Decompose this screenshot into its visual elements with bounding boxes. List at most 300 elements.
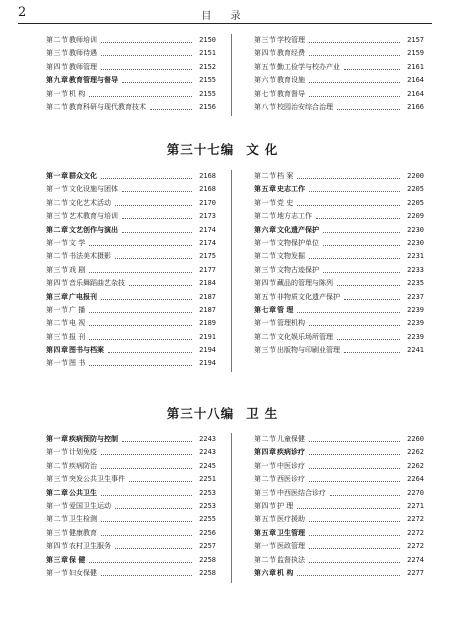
entry-label: 第二节 xyxy=(254,172,277,180)
toc-entry xyxy=(254,344,424,357)
entry-label: 第五节 xyxy=(254,62,277,71)
toc-entry xyxy=(254,210,424,223)
toc-entry xyxy=(254,317,424,330)
toc-column-left xyxy=(46,170,216,371)
entry-page-number: 2253 xyxy=(199,501,216,510)
entry-page-number: 2151 xyxy=(199,49,216,58)
entry-label: 第二节 xyxy=(46,36,69,44)
dot-leader xyxy=(297,170,400,179)
dot-leader xyxy=(309,513,400,522)
dot-leader xyxy=(309,47,400,56)
entry-title: 教育督导 xyxy=(277,89,305,98)
entry-label: 第一节 xyxy=(46,305,69,314)
entry-page-number: 2200 xyxy=(407,172,424,180)
entry-page-number: 2231 xyxy=(407,252,424,261)
entry-title: 疾病诊疗 xyxy=(277,448,305,457)
part-number: 第三十七编 xyxy=(166,142,235,157)
dot-leader xyxy=(89,264,192,273)
entry-label: 第三章 xyxy=(46,292,69,301)
entry-page-number: 2243 xyxy=(199,435,216,443)
entry-label: 第三节 xyxy=(46,528,69,537)
entry-label: 第七节 xyxy=(254,89,277,98)
entry-page-number: 2174 xyxy=(199,238,216,247)
entry-title: 突发公共卫生事件 xyxy=(69,475,125,484)
entry-page-number: 2164 xyxy=(407,76,424,85)
entry-page-number: 2260 xyxy=(407,435,424,443)
entry-label: 第二章 xyxy=(46,488,69,497)
entry-page-number: 2184 xyxy=(199,279,216,288)
entry-label: 第五节 xyxy=(254,515,277,524)
toc-column-right xyxy=(254,34,424,114)
toc-entry xyxy=(254,277,424,290)
entry-title: 勤工俭学与校办产业 xyxy=(277,62,340,71)
toc-entry xyxy=(46,304,216,317)
entry-title: 地方志工作 xyxy=(277,212,312,221)
dot-leader xyxy=(101,446,192,455)
dot-leader xyxy=(344,61,400,70)
toc-entry xyxy=(254,237,424,250)
entry-label: 第一节 xyxy=(46,501,69,510)
entry-label: 第四节 xyxy=(46,62,69,71)
dot-leader xyxy=(122,433,192,442)
toc-entry xyxy=(46,567,216,580)
entry-page-number: 2255 xyxy=(199,515,216,524)
toc-column-left xyxy=(46,34,216,114)
part-title-health xyxy=(0,404,450,422)
dot-leader xyxy=(309,446,400,455)
dot-leader xyxy=(101,460,192,469)
toc-entry xyxy=(46,513,216,526)
entry-page-number: 2187 xyxy=(199,305,216,314)
dot-leader xyxy=(115,250,192,259)
entry-title: 教师管理 xyxy=(69,62,97,71)
entry-page-number: 2277 xyxy=(407,568,424,577)
dot-leader xyxy=(101,513,192,522)
entry-page-number: 2150 xyxy=(199,36,216,44)
entry-title: 电 视 xyxy=(69,319,86,328)
dot-leader xyxy=(89,554,192,563)
entry-title: 医疗援助 xyxy=(277,515,305,524)
entry-title: 爱国卫生运动 xyxy=(69,501,111,510)
entry-label: 第二节 xyxy=(46,461,69,470)
entry-label: 第四节 xyxy=(254,49,277,58)
entry-label: 第三节 xyxy=(46,332,69,341)
entry-label: 第二节 xyxy=(46,198,69,207)
entry-page-number: 2251 xyxy=(199,475,216,484)
entry-title: 西医诊疗 xyxy=(277,475,305,484)
toc-entry xyxy=(254,473,424,486)
toc-entry xyxy=(46,210,216,223)
toc-entry xyxy=(46,47,216,60)
toc-entry xyxy=(254,331,424,344)
entry-page-number: 2239 xyxy=(407,332,424,341)
toc-entry xyxy=(254,183,424,196)
entry-title: 疾病防治 xyxy=(69,461,97,470)
entry-page-number: 2205 xyxy=(407,198,424,207)
dot-leader xyxy=(101,527,192,536)
dot-leader xyxy=(115,540,192,549)
part-name: 卫生 xyxy=(246,406,284,421)
dot-leader xyxy=(108,344,192,353)
dot-leader xyxy=(101,170,192,179)
toc-entry xyxy=(254,500,424,513)
entry-page-number: 2237 xyxy=(407,292,424,301)
toc-entry xyxy=(254,433,424,446)
entry-page-number: 2194 xyxy=(199,359,216,368)
dot-leader xyxy=(150,101,192,110)
entry-title: 文化遗产保护 xyxy=(277,225,319,234)
entry-title: 妇女保健 xyxy=(69,568,97,577)
entry-page-number: 2155 xyxy=(199,89,216,98)
entry-page-number: 2209 xyxy=(407,212,424,221)
toc-entry xyxy=(46,460,216,473)
dot-leader xyxy=(309,433,400,442)
dot-leader xyxy=(344,291,400,300)
entry-title: 教育经费 xyxy=(277,49,305,58)
toc-column-right xyxy=(254,433,424,580)
entry-label: 第三节 xyxy=(46,265,69,274)
entry-title: 监督执法 xyxy=(277,555,305,564)
entry-label: 第一节 xyxy=(46,568,69,577)
toc-entry xyxy=(46,554,216,567)
entry-page-number: 2235 xyxy=(407,279,424,288)
entry-title: 文化设施与团体 xyxy=(69,185,118,194)
entry-label: 第三节 xyxy=(46,49,69,58)
toc-entry xyxy=(254,170,424,183)
entry-label: 第四章 xyxy=(46,346,69,355)
dot-leader xyxy=(122,224,192,233)
entry-title: 公共卫生 xyxy=(69,488,97,497)
entry-page-number: 2156 xyxy=(199,102,216,111)
entry-label: 第一节 xyxy=(46,448,69,457)
dot-leader xyxy=(309,34,400,43)
entry-title: 群众文化 xyxy=(69,172,97,180)
entry-label: 第二节 xyxy=(46,319,69,328)
dot-leader xyxy=(89,88,192,97)
toc-entry xyxy=(254,250,424,263)
entry-title: 机 构 xyxy=(277,568,294,577)
dot-leader xyxy=(309,554,400,563)
toc-entry xyxy=(46,264,216,277)
entry-page-number: 2177 xyxy=(199,265,216,274)
dot-leader xyxy=(323,264,400,273)
entry-title: 机 构 xyxy=(69,89,86,98)
dot-leader xyxy=(316,210,400,219)
entry-label: 第九章 xyxy=(46,76,69,85)
dot-leader xyxy=(101,567,192,576)
dot-leader xyxy=(309,317,400,326)
entry-label: 第一节 xyxy=(254,461,277,470)
entry-page-number: 2245 xyxy=(199,461,216,470)
entry-title: 疾病预防与控制 xyxy=(69,435,118,443)
toc-entry xyxy=(254,197,424,210)
entry-label: 第一节 xyxy=(254,238,277,247)
entry-title: 计划免疫 xyxy=(69,448,97,457)
entry-label: 第一章 xyxy=(46,435,69,443)
toc-entry xyxy=(254,513,424,526)
entry-label: 第三节 xyxy=(254,265,277,274)
dot-leader xyxy=(309,460,400,469)
part-number: 第三十八编 xyxy=(166,406,235,421)
toc-entry xyxy=(254,554,424,567)
dot-leader xyxy=(297,500,400,509)
dot-leader xyxy=(129,277,192,286)
entry-label: 第三节 xyxy=(254,36,277,44)
entry-title: 教育管理与督导 xyxy=(69,76,118,85)
toc-entry xyxy=(46,291,216,304)
dot-leader xyxy=(337,331,400,340)
entry-title: 中西医结合诊疗 xyxy=(277,488,326,497)
entry-title: 卫生管理 xyxy=(277,528,305,537)
toc-entry xyxy=(254,446,424,459)
entry-title: 校园治安综合治理 xyxy=(277,102,333,111)
toc-entry xyxy=(46,357,216,370)
toc-entry xyxy=(46,473,216,486)
dot-leader xyxy=(101,291,192,300)
toc-entry xyxy=(46,317,216,330)
entry-page-number: 2258 xyxy=(199,555,216,564)
entry-title: 卫生检测 xyxy=(69,515,97,524)
dot-leader xyxy=(122,74,192,83)
toc-entry xyxy=(46,61,216,74)
entry-title: 教育科研与现代教育技术 xyxy=(69,102,146,111)
entry-title: 管理机构 xyxy=(277,319,305,328)
entry-title: 文 学 xyxy=(69,238,86,247)
entry-page-number: 2258 xyxy=(199,568,216,577)
toc-entry xyxy=(254,304,424,317)
entry-label: 第四节 xyxy=(254,501,277,510)
toc-entry xyxy=(46,487,216,500)
entry-label: 第二节 xyxy=(254,252,277,261)
entry-label: 第一节 xyxy=(254,542,277,551)
dot-leader xyxy=(344,344,400,353)
entry-label: 第五章 xyxy=(254,528,277,537)
entry-title: 藏品的管理与陈列 xyxy=(277,279,333,288)
entry-label: 第一章 xyxy=(46,172,69,180)
toc-entry xyxy=(254,101,424,114)
entry-title: 音乐舞蹈曲艺杂技 xyxy=(69,279,125,288)
entry-label: 第一节 xyxy=(46,185,69,194)
entry-title: 教育设施 xyxy=(277,76,305,85)
dot-leader xyxy=(297,567,400,576)
toc-entry xyxy=(46,183,216,196)
toc-entry xyxy=(46,433,216,446)
toc-entry xyxy=(254,224,424,237)
entry-page-number: 2262 xyxy=(407,461,424,470)
entry-page-number: 2173 xyxy=(199,212,216,221)
entry-title: 广电报刊 xyxy=(69,292,97,301)
entry-label: 第一节 xyxy=(254,198,277,207)
toc-entry xyxy=(46,446,216,459)
entry-page-number: 2230 xyxy=(407,225,424,234)
entry-title: 农村卫生服务 xyxy=(69,542,111,551)
entry-page-number: 2272 xyxy=(407,528,424,537)
entry-label: 第二节 xyxy=(46,252,69,261)
entry-page-number: 2239 xyxy=(407,305,424,314)
dot-leader xyxy=(89,304,192,313)
entry-title: 报 刊 xyxy=(69,332,86,341)
entry-page-number: 2272 xyxy=(407,515,424,524)
dot-leader xyxy=(101,47,192,56)
entry-label: 第二节 xyxy=(46,515,69,524)
entry-page-number: 2205 xyxy=(407,185,424,194)
dot-leader xyxy=(309,183,400,192)
entry-title: 艺术教育与培训 xyxy=(69,212,118,221)
entry-page-number: 2166 xyxy=(407,102,424,111)
toc-entry xyxy=(46,527,216,540)
entry-label: 第六节 xyxy=(254,76,277,85)
dot-leader xyxy=(89,317,192,326)
entry-page-number: 2274 xyxy=(407,555,424,564)
dot-leader xyxy=(323,237,400,246)
entry-page-number: 2256 xyxy=(199,528,216,537)
toc-entry xyxy=(46,500,216,513)
entry-page-number: 2191 xyxy=(199,332,216,341)
dot-leader xyxy=(309,74,400,83)
dot-leader xyxy=(309,88,400,97)
toc-entry xyxy=(46,250,216,263)
entry-title: 戏 剧 xyxy=(69,265,86,274)
entry-label: 第二节 xyxy=(254,555,277,564)
entry-label: 第六章 xyxy=(254,568,277,577)
entry-page-number: 2168 xyxy=(199,172,216,180)
entry-label: 第三节 xyxy=(46,212,69,221)
toc-entry xyxy=(46,197,216,210)
toc-entry xyxy=(254,61,424,74)
toc-entry xyxy=(46,540,216,553)
dot-leader xyxy=(115,197,192,206)
entry-label: 第五节 xyxy=(254,292,277,301)
entry-title: 文物古迹保护 xyxy=(277,265,319,274)
entry-title: 中医诊疗 xyxy=(277,461,305,470)
entry-label: 第三节 xyxy=(254,346,277,355)
dot-leader xyxy=(297,197,400,206)
entry-label: 第三章 xyxy=(46,555,69,564)
entry-page-number: 2159 xyxy=(407,49,424,58)
column-divider xyxy=(231,433,232,583)
entry-label: 第一节 xyxy=(46,359,69,368)
dot-leader xyxy=(337,277,400,286)
entry-title: 文化娱乐场所管理 xyxy=(277,332,333,341)
dot-leader xyxy=(309,540,400,549)
dot-leader xyxy=(89,237,192,246)
entry-page-number: 2241 xyxy=(407,346,424,355)
entry-title: 图 书 xyxy=(69,359,86,368)
entry-page-number: 2194 xyxy=(199,346,216,355)
entry-page-number: 2187 xyxy=(199,292,216,301)
dot-leader xyxy=(337,101,400,110)
dot-leader xyxy=(101,34,192,43)
toc-entry xyxy=(46,170,216,183)
entry-label: 第五章 xyxy=(254,185,277,194)
entry-page-number: 2189 xyxy=(199,319,216,328)
entry-label: 第一节 xyxy=(254,319,277,328)
column-divider xyxy=(231,34,232,116)
entry-page-number: 2243 xyxy=(199,448,216,457)
entry-page-number: 2272 xyxy=(407,542,424,551)
toc-entry xyxy=(254,460,424,473)
entry-title: 文艺创作与演出 xyxy=(69,225,118,234)
entry-label: 第二章 xyxy=(46,225,69,234)
toc-entry xyxy=(254,487,424,500)
entry-page-number: 2233 xyxy=(407,265,424,274)
entry-page-number: 2239 xyxy=(407,319,424,328)
dot-leader xyxy=(323,224,400,233)
toc-entry xyxy=(46,224,216,237)
page-header xyxy=(18,4,432,24)
entry-page-number: 2164 xyxy=(407,89,424,98)
entry-title: 医政管理 xyxy=(277,542,305,551)
entry-title: 教师培训 xyxy=(69,36,97,44)
entry-page-number: 2157 xyxy=(407,36,424,44)
toc-entry xyxy=(254,88,424,101)
entry-label: 第二节 xyxy=(254,212,277,221)
toc-column-left xyxy=(46,433,216,580)
entry-label: 第一节 xyxy=(46,89,69,98)
dot-leader xyxy=(309,527,400,536)
toc-entry xyxy=(254,47,424,60)
entry-label: 第二节 xyxy=(254,435,277,443)
dot-leader xyxy=(309,250,400,259)
entry-title: 档 案 xyxy=(277,172,294,180)
entry-label: 第七章 xyxy=(254,305,277,314)
entry-title: 图书与档案 xyxy=(69,346,104,355)
column-divider xyxy=(231,170,232,372)
toc-column-right xyxy=(254,170,424,357)
toc-entry xyxy=(46,34,216,47)
entry-label: 第三节 xyxy=(46,475,69,484)
dot-leader xyxy=(101,61,192,70)
part-title-culture xyxy=(0,140,450,158)
toc-entry xyxy=(46,74,216,87)
toc-entry xyxy=(254,567,424,580)
entry-page-number: 2161 xyxy=(407,62,424,71)
entry-title: 护 理 xyxy=(277,501,294,510)
entry-title: 健康教育 xyxy=(69,528,97,537)
entry-title: 党 史 xyxy=(277,198,294,207)
entry-page-number: 2264 xyxy=(407,475,424,484)
entry-page-number: 2168 xyxy=(199,185,216,194)
entry-title: 保 健 xyxy=(69,555,86,564)
entry-title: 学校管理 xyxy=(277,36,305,44)
toc-entry xyxy=(254,74,424,87)
page-number: 2 xyxy=(18,5,27,20)
entry-label: 第四节 xyxy=(46,279,69,288)
part-name: 文化 xyxy=(246,142,284,157)
dot-leader xyxy=(297,304,400,313)
entry-label: 第四节 xyxy=(46,542,69,551)
toc-entry xyxy=(46,237,216,250)
entry-title: 文化艺术活动 xyxy=(69,198,111,207)
dot-leader xyxy=(89,331,192,340)
entry-page-number: 2270 xyxy=(407,488,424,497)
entry-label: 第六章 xyxy=(254,225,277,234)
entry-label: 第八节 xyxy=(254,102,277,111)
entry-page-number: 2174 xyxy=(199,225,216,234)
entry-title: 出版物与印刷业管理 xyxy=(277,346,340,355)
dot-leader xyxy=(122,210,192,219)
toc-entry xyxy=(46,344,216,357)
entry-page-number: 2253 xyxy=(199,488,216,497)
toc-entry xyxy=(46,88,216,101)
toc-entry xyxy=(254,291,424,304)
entry-title: 教师待遇 xyxy=(69,49,97,58)
toc-entry xyxy=(46,101,216,114)
dot-leader xyxy=(129,473,192,482)
toc-entry xyxy=(254,264,424,277)
entry-label: 第二节 xyxy=(254,475,277,484)
entry-title: 文物发掘 xyxy=(277,252,305,261)
